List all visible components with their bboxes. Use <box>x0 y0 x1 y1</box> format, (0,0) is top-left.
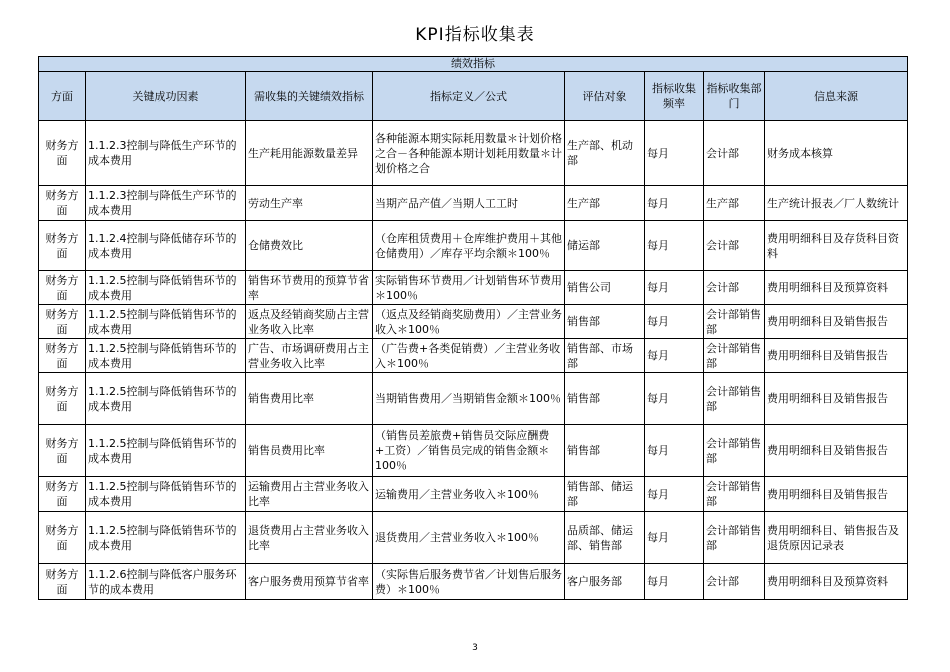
cell-kpi: 广告、市场调研费用占主营业务收入比率 <box>246 339 373 373</box>
table-row <box>39 271 908 305</box>
table-row <box>39 121 908 186</box>
cell-source: 费用明细科目及销售报告 <box>765 305 908 339</box>
cell-kpi: 返点及经销商奖励占主营业务收入比率 <box>246 305 373 339</box>
cell-factor: 1.1.2.5控制与降低销售环节的成本费用 <box>86 512 246 564</box>
cell-source: 费用明细科目及预算资料 <box>765 271 908 305</box>
cell-frequency: 每月 <box>645 339 704 373</box>
cell-target: 销售公司 <box>565 271 645 305</box>
cell-kpi: 劳动生产率 <box>246 186 373 221</box>
cell-factor: 1.1.2.3控制与降低生产环节的成本费用 <box>86 186 246 221</box>
cell-kpi: 销售员费用比率 <box>246 425 373 477</box>
cell-definition: 各种能源本期实际耗用数量＊计划价格之合－各种能源本期计划耗用数量＊计划价格之合 <box>373 121 565 186</box>
cell-source: 费用明细科目及存货科目资料 <box>765 221 908 271</box>
cell-factor: 1.1.2.5控制与降低销售环节的成本费用 <box>86 373 246 425</box>
cell-department: 会计部销售部 <box>704 305 765 339</box>
header-definition: 指标定义／公式 <box>373 72 565 121</box>
cell-source: 费用明细科目、销售报告及退货原因记录表 <box>765 512 908 564</box>
cell-factor: 1.1.2.5控制与降低销售环节的成本费用 <box>86 477 246 512</box>
header-factor: 关键成功因素 <box>86 72 246 121</box>
cell-aspect: 财务方面 <box>39 339 86 373</box>
cell-department: 会计部 <box>704 221 765 271</box>
cell-department: 生产部 <box>704 186 765 221</box>
band-header: 绩效指标 <box>39 57 908 72</box>
cell-department: 会计部 <box>704 271 765 305</box>
header-kpi: 需收集的关键绩效指标 <box>246 72 373 121</box>
cell-aspect: 财务方面 <box>39 564 86 600</box>
cell-frequency: 每月 <box>645 121 704 186</box>
page-number: 3 <box>472 643 478 653</box>
cell-frequency: 每月 <box>645 512 704 564</box>
cell-aspect: 财务方面 <box>39 425 86 477</box>
cell-source: 财务成本核算 <box>765 121 908 186</box>
header-department: 指标收集部门 <box>704 72 765 121</box>
cell-target: 客户服务部 <box>565 564 645 600</box>
cell-definition: （仓库租赁费用＋仓库维护费用＋其他仓储费用）／库存平均余额＊100％ <box>373 221 565 271</box>
cell-department: 会计部销售部 <box>704 477 765 512</box>
header-source: 信息来源 <box>765 72 908 121</box>
page-title: KPI指标收集表 <box>415 25 535 45</box>
cell-target: 销售部 <box>565 305 645 339</box>
cell-factor: 1.1.2.3控制与降低生产环节的成本费用 <box>86 121 246 186</box>
cell-kpi: 退货费用占主营业务收入比率 <box>246 512 373 564</box>
cell-factor: 1.1.2.5控制与降低销售环节的成本费用 <box>86 271 246 305</box>
cell-target: 销售部 <box>565 373 645 425</box>
cell-definition: 退货费用／主营业务收入＊100％ <box>373 512 565 564</box>
cell-department: 会计部销售部 <box>704 512 765 564</box>
cell-frequency: 每月 <box>645 425 704 477</box>
cell-definition: （返点及经销商奖励费用）／主营业务收入＊100％ <box>373 305 565 339</box>
cell-kpi: 销售环节费用的预算节省率 <box>246 271 373 305</box>
cell-factor: 1.1.2.4控制与降低储存环节的成本费用 <box>86 221 246 271</box>
cell-department: 会计部销售部 <box>704 425 765 477</box>
header-aspect: 方面 <box>39 72 86 121</box>
cell-source: 费用明细科目及预算资料 <box>765 564 908 600</box>
cell-definition: （实际售后服务费节省／计划售后服务费）＊100％ <box>373 564 565 600</box>
cell-definition: 运输费用／主营业务收入＊100％ <box>373 477 565 512</box>
cell-factor: 1.1.2.6控制与降低客户服务环节的成本费用 <box>86 564 246 600</box>
kpi-table <box>38 56 908 600</box>
header-target: 评估对象 <box>565 72 645 121</box>
cell-source: 生产统计报表／厂人数统计 <box>765 186 908 221</box>
header-frequency: 指标收集频率 <box>645 72 704 121</box>
cell-department: 会计部 <box>704 121 765 186</box>
cell-aspect: 财务方面 <box>39 186 86 221</box>
cell-aspect: 财务方面 <box>39 373 86 425</box>
cell-definition: 实际销售环节费用／计划销售环节费用＊100％ <box>373 271 565 305</box>
table-row <box>39 425 908 477</box>
table-row <box>39 339 908 373</box>
cell-aspect: 财务方面 <box>39 512 86 564</box>
cell-kpi: 生产耗用能源数量差异 <box>246 121 373 186</box>
cell-factor: 1.1.2.5控制与降低销售环节的成本费用 <box>86 425 246 477</box>
table-row <box>39 221 908 271</box>
cell-department: 会计部销售部 <box>704 339 765 373</box>
cell-frequency: 每月 <box>645 477 704 512</box>
cell-source: 费用明细科目及销售报告 <box>765 425 908 477</box>
cell-source: 费用明细科目及销售报告 <box>765 477 908 512</box>
cell-factor: 1.1.2.5控制与降低销售环节的成本费用 <box>86 305 246 339</box>
cell-department: 会计部销售部 <box>704 373 765 425</box>
cell-definition: 当期产品产值／当期人工工时 <box>373 186 565 221</box>
cell-frequency: 每月 <box>645 186 704 221</box>
cell-target: 销售部 <box>565 425 645 477</box>
cell-target: 品质部、储运部、销售部 <box>565 512 645 564</box>
cell-frequency: 每月 <box>645 373 704 425</box>
table-row <box>39 373 908 425</box>
cell-factor: 1.1.2.5控制与降低销售环节的成本费用 <box>86 339 246 373</box>
cell-target: 销售部、市场部 <box>565 339 645 373</box>
cell-target: 生产部 <box>565 186 645 221</box>
cell-definition: （广告费+各类促销费）／主营业务收入＊100％ <box>373 339 565 373</box>
cell-target: 销售部、储运部 <box>565 477 645 512</box>
cell-kpi: 销售费用比率 <box>246 373 373 425</box>
cell-kpi: 仓储费效比 <box>246 221 373 271</box>
table-row <box>39 477 908 512</box>
cell-aspect: 财务方面 <box>39 221 86 271</box>
cell-aspect: 财务方面 <box>39 477 86 512</box>
cell-frequency: 每月 <box>645 271 704 305</box>
table-row <box>39 186 908 221</box>
table-row <box>39 305 908 339</box>
cell-source: 费用明细科目及销售报告 <box>765 339 908 373</box>
cell-kpi: 运输费用占主营业务收入比率 <box>246 477 373 512</box>
cell-aspect: 财务方面 <box>39 305 86 339</box>
cell-aspect: 财务方面 <box>39 271 86 305</box>
cell-frequency: 每月 <box>645 564 704 600</box>
cell-frequency: 每月 <box>645 305 704 339</box>
table-row <box>39 564 908 600</box>
cell-frequency: 每月 <box>645 221 704 271</box>
cell-target: 生产部、机动部 <box>565 121 645 186</box>
cell-definition: 当期销售费用／当期销售金额＊100％ <box>373 373 565 425</box>
cell-department: 会计部 <box>704 564 765 600</box>
cell-aspect: 财务方面 <box>39 121 86 186</box>
cell-source: 费用明细科目及销售报告 <box>765 373 908 425</box>
cell-definition: （销售员差旅费+销售员交际应酬费+工资）／销售员完成的销售金额＊100％ <box>373 425 565 477</box>
cell-kpi: 客户服务费用预算节省率 <box>246 564 373 600</box>
cell-target: 储运部 <box>565 221 645 271</box>
table-row <box>39 512 908 564</box>
